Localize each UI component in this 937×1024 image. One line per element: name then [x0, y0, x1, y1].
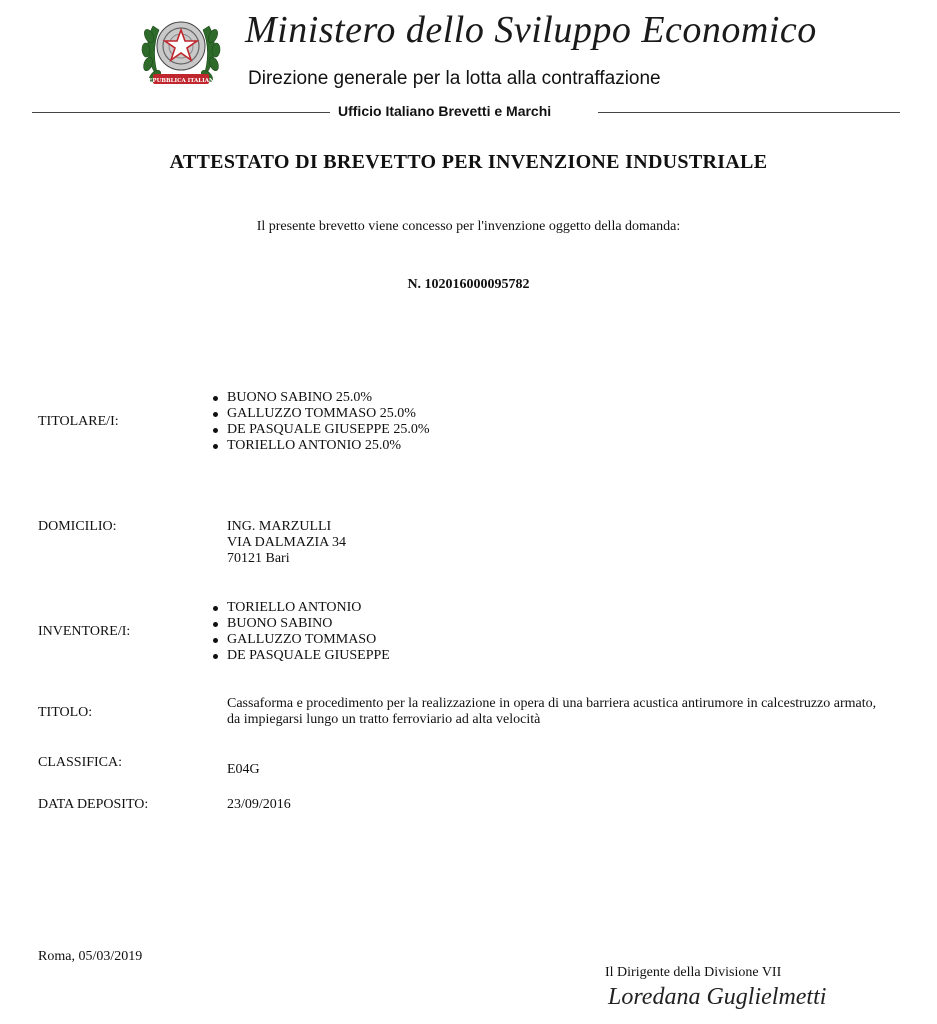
- address-line: 70121 Bari: [227, 551, 290, 566]
- classifica-label: CLASSIFICA:: [38, 755, 123, 770]
- address-line: ING. MARZULLI: [227, 519, 332, 534]
- data-deposito-label: DATA DEPOSITO:: [38, 797, 149, 812]
- list-item: BUONO SABINO: [210, 616, 390, 632]
- place-date: Roma, 05/03/2019: [38, 949, 143, 964]
- direzione-name: Direzione generale per la lotta alla contraffazione: [248, 68, 661, 89]
- titolare-list: [210, 390, 430, 454]
- titolo-value: Cassaforma e procedimento per la realizzazione in opera di una barriera acustica antirumore in calcestruzzo armato, da impiegarsi lungo un tratto ferroviario ad alta velocità: [227, 696, 877, 727]
- ministry-name: Ministero dello Sviluppo Economico: [245, 9, 817, 51]
- list-item: DE PASQUALE GIUSEPPE: [210, 648, 390, 664]
- svg-text:REPUBBLICA ITALIANA: REPUBBLICA ITALIANA: [143, 78, 219, 84]
- republic-emblem-icon: [139, 6, 223, 98]
- list-item: BUONO SABINO 25.0%: [210, 390, 430, 406]
- document-title: ATTESTATO DI BREVETTO PER INVENZIONE INDUSTRIALE: [169, 151, 768, 173]
- intro-text: Il presente brevetto viene concesso per l'invenzione oggetto della domanda:: [256, 219, 681, 234]
- titolo-label: TITOLO:: [38, 705, 93, 720]
- dirigente-title: Il Dirigente della Divisione VII: [605, 965, 782, 980]
- data-deposito-value: 23/09/2016: [227, 797, 291, 812]
- signature: Loredana Guglielmetti: [608, 984, 827, 1010]
- domicilio-value: [227, 519, 346, 567]
- classifica-value: E04G: [227, 762, 260, 777]
- inventore-label: INVENTORE/I:: [38, 624, 131, 639]
- inventore-list: [210, 600, 390, 664]
- list-item: GALLUZZO TOMMASO 25.0%: [210, 406, 430, 422]
- list-item: GALLUZZO TOMMASO: [210, 632, 390, 648]
- domicilio-label: DOMICILIO:: [38, 519, 117, 534]
- ufficio-name: Ufficio Italiano Brevetti e Marchi: [338, 103, 552, 119]
- header-rule-left: [32, 112, 330, 113]
- patent-number: N. 102016000095782: [407, 277, 530, 292]
- address-line: VIA DALMAZIA 34: [227, 535, 346, 550]
- list-item: TORIELLO ANTONIO: [210, 600, 390, 616]
- list-item: TORIELLO ANTONIO 25.0%: [210, 438, 430, 454]
- list-item: DE PASQUALE GIUSEPPE 25.0%: [210, 422, 430, 438]
- header-rule-right: [598, 112, 900, 113]
- titolare-label: TITOLARE/I:: [38, 414, 119, 429]
